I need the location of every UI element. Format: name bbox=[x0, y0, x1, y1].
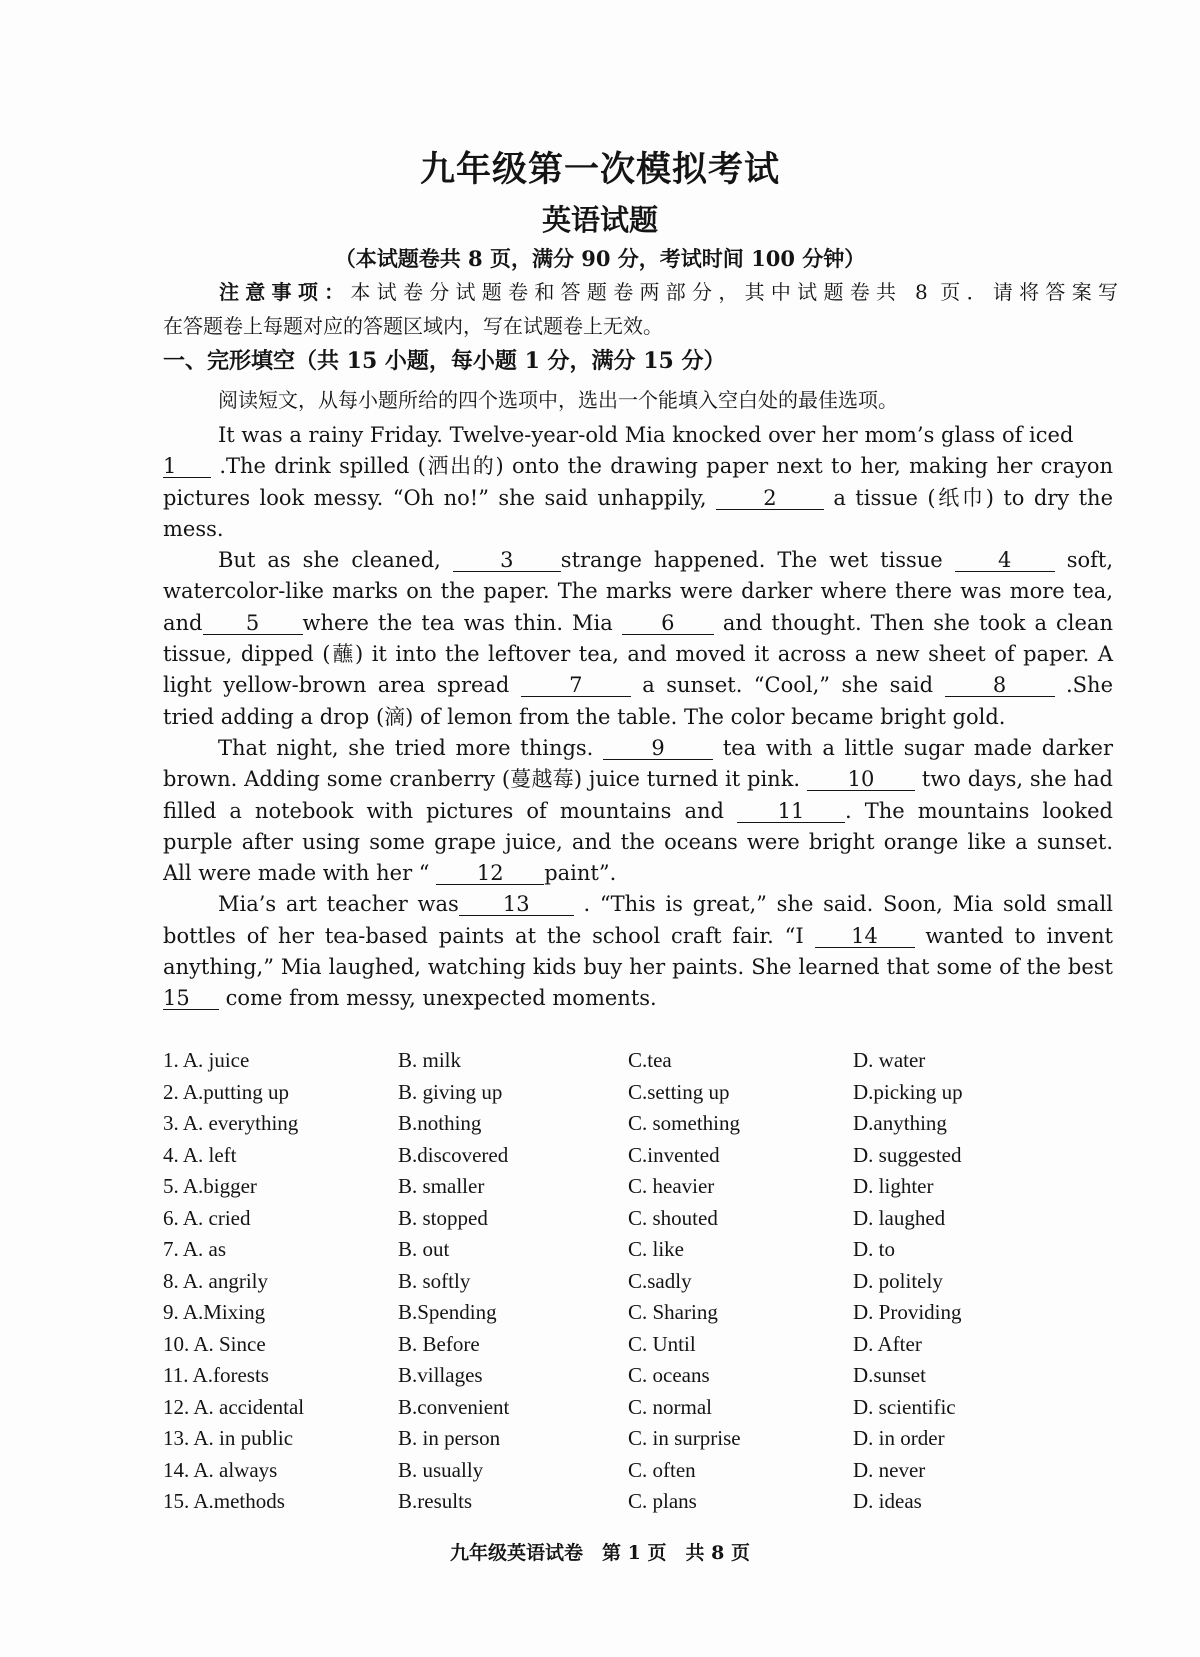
blank-15: 15 bbox=[163, 987, 219, 1010]
option-c: C. Sharing bbox=[628, 1300, 718, 1324]
option-b: B. stopped bbox=[398, 1205, 488, 1230]
option-a: 10. A. Since bbox=[163, 1331, 266, 1356]
blank-14: 14 bbox=[815, 925, 915, 948]
option-b: B. out bbox=[398, 1237, 450, 1261]
passage-text: paint”. bbox=[544, 861, 617, 886]
option-row bbox=[163, 1174, 1113, 1206]
section-instruction: 阅读短文，从每小题所给的四个选项中，选出一个能填入空白处的最佳选项。 bbox=[218, 388, 898, 412]
blank-11: 11 bbox=[737, 800, 845, 823]
option-a: 8. A. angrily bbox=[163, 1268, 268, 1293]
answer-options bbox=[163, 1048, 1113, 1521]
option-a: 13. A. in public bbox=[163, 1426, 294, 1450]
passage-text: and thought. Then she took a clean tissue, dipped (蘸) it into the leftover tea, and moved it across a new sheet of paper. A light yellow-brown area spread bbox=[163, 610, 1113, 698]
passage-text: tea with a little sugar made darker brown. Adding some cranberry (蔓越莓) juice turned it pink. bbox=[163, 735, 1113, 792]
page-subtitle: 英语试题 bbox=[541, 203, 658, 237]
option-b: B.results bbox=[398, 1489, 473, 1513]
blank-2: 2 bbox=[716, 487, 824, 510]
blank-12: 12 bbox=[436, 862, 544, 885]
option-c: C. oceans bbox=[628, 1363, 710, 1387]
passage-text: wanted to invent anything,” Mia laughed, watching kids buy her paints. She learned that some of the best bbox=[163, 923, 1113, 980]
option-d: D. never bbox=[853, 1457, 926, 1482]
option-c: C. shouted bbox=[628, 1205, 718, 1230]
section-heading: 一、完形填空（共 15 小题，每小题 1 分，满分 15 分） bbox=[163, 348, 726, 374]
option-a: 3. A. everything bbox=[163, 1111, 299, 1135]
option-d: D. lighter bbox=[853, 1174, 934, 1198]
page-title: 九年级第一次模拟考试 bbox=[419, 149, 780, 190]
option-row bbox=[163, 1489, 1113, 1521]
blank-6: 6 bbox=[622, 612, 714, 635]
notice-line-2: 在答题卷上每题对应的答题区域内，写在试题卷上无效。 bbox=[163, 314, 663, 338]
option-b: B.nothing bbox=[398, 1111, 482, 1135]
option-row bbox=[163, 1080, 1113, 1112]
notice-label: 注意事项： bbox=[219, 280, 351, 304]
blank-8: 8 bbox=[945, 674, 1055, 697]
option-b: B.convenient bbox=[398, 1394, 510, 1419]
option-c: C. like bbox=[628, 1237, 684, 1261]
passage-text: That night, she tried more things. bbox=[218, 735, 604, 760]
passage-paragraph-4 bbox=[163, 889, 1113, 1014]
option-a: 9. A.Mixing bbox=[163, 1300, 266, 1324]
option-d: D. water bbox=[853, 1048, 926, 1072]
option-row bbox=[163, 1426, 1113, 1458]
passage-text: a tissue (纸巾) to dry the mess. bbox=[163, 485, 1113, 541]
blank-3: 3 bbox=[453, 549, 561, 572]
option-d: D. in order bbox=[853, 1426, 945, 1450]
blank-13: 13 bbox=[459, 893, 574, 916]
option-d: D. ideas bbox=[853, 1489, 922, 1513]
option-c: C.setting up bbox=[628, 1079, 730, 1104]
notice-line-1 bbox=[163, 275, 1118, 309]
option-b: B. giving up bbox=[398, 1079, 503, 1104]
option-c: C.tea bbox=[628, 1048, 672, 1072]
option-b: B. milk bbox=[398, 1048, 462, 1072]
passage-paragraph-3 bbox=[163, 733, 1113, 889]
option-c: C. plans bbox=[628, 1489, 697, 1513]
option-c: C. often bbox=[628, 1457, 696, 1482]
passage-text: where the tea was thin. Mia bbox=[302, 610, 622, 635]
option-row bbox=[163, 1269, 1113, 1301]
option-b: B. in person bbox=[398, 1426, 501, 1450]
reading-passage bbox=[163, 420, 1113, 1015]
option-b: B.villages bbox=[398, 1363, 483, 1387]
option-c: C.sadly bbox=[628, 1268, 692, 1293]
option-row bbox=[163, 1048, 1113, 1080]
blank-10: 10 bbox=[807, 768, 915, 791]
option-a: 2. A.putting up bbox=[163, 1079, 290, 1104]
passage-text: soft, watercolor-like marks on the paper. The marks were darker where there was more tea, and bbox=[163, 548, 1113, 635]
option-d: D. politely bbox=[853, 1268, 943, 1293]
option-a: 5. A.bigger bbox=[163, 1174, 257, 1198]
option-c: C.invented bbox=[628, 1142, 720, 1167]
option-a: 1. A. juice bbox=[163, 1048, 250, 1072]
passage-text: It was a rainy Friday. Twelve-year-old Mia knocked over her mom’s glass of iced bbox=[218, 423, 1074, 447]
passage-text: strange happened. The wet tissue bbox=[560, 548, 955, 573]
notice-block bbox=[163, 275, 1118, 343]
option-b: B. Before bbox=[398, 1331, 480, 1356]
option-d: D. laughed bbox=[853, 1205, 946, 1230]
option-c: C. something bbox=[628, 1111, 741, 1135]
passage-text: . “This is great,” she said. Soon, Mia sold small bottles of her tea-based paints at the school craft fair. “I bbox=[163, 892, 1113, 948]
option-b: B.Spending bbox=[398, 1300, 497, 1324]
option-b: B. softly bbox=[398, 1268, 471, 1293]
page-footer: 九年级英语试卷 第 1 页 共 8 页 bbox=[450, 1542, 750, 1564]
option-b: B. usually bbox=[398, 1457, 484, 1482]
option-row bbox=[163, 1363, 1113, 1395]
option-a: 7. A. as bbox=[163, 1237, 226, 1261]
option-a: 6. A. cried bbox=[163, 1205, 251, 1230]
option-row bbox=[163, 1300, 1113, 1332]
option-c: C. normal bbox=[628, 1394, 712, 1419]
passage-paragraph-2 bbox=[163, 545, 1113, 733]
option-d: D. to bbox=[853, 1237, 895, 1261]
option-d: D.picking up bbox=[853, 1079, 963, 1104]
passage-paragraph-1 bbox=[163, 420, 1113, 545]
option-d: D. Providing bbox=[853, 1300, 962, 1324]
passage-text: a sunset. “Cool,” she said bbox=[630, 673, 945, 698]
option-a: 12. A. accidental bbox=[163, 1394, 305, 1419]
passage-text: .She tried adding a drop (滴) of lemon from the table. The color became bright gold. bbox=[163, 673, 1114, 729]
option-a: 15. A.methods bbox=[163, 1489, 285, 1513]
option-a: 11. A.forests bbox=[163, 1363, 269, 1387]
option-c: C. in surprise bbox=[628, 1426, 741, 1450]
passage-text: two days, she had filled a notebook with pictures of mountains and bbox=[163, 767, 1113, 823]
option-c: C. heavier bbox=[628, 1174, 715, 1198]
notice-text: 本试卷分试题卷和答题卷两部分，其中试题卷共 8 页．请将答案写 bbox=[350, 280, 1118, 304]
passage-text: Mia’s art teacher was bbox=[218, 892, 459, 917]
option-d: D. After bbox=[853, 1331, 922, 1356]
option-d: D. scientific bbox=[853, 1394, 956, 1419]
blank-5: 5 bbox=[203, 612, 303, 635]
option-b: B. smaller bbox=[398, 1174, 485, 1198]
passage-text: come from messy, unexpected moments. bbox=[219, 986, 657, 1011]
passage-text: . The mountains looked purple after using some grape juice, and the oceans were bright orange like a sunset. All were made with her “ bbox=[163, 798, 1113, 886]
option-d: D. suggested bbox=[853, 1142, 962, 1167]
option-b: B.discovered bbox=[398, 1142, 509, 1167]
passage-text: .The drink spilled (洒出的) onto the drawing paper next to her, making her crayon pictures look messy. “Oh no!” she said unhappily, bbox=[163, 454, 1113, 510]
option-row bbox=[163, 1206, 1113, 1238]
passage-text: But as she cleaned, bbox=[218, 548, 453, 573]
option-c: C. Until bbox=[628, 1331, 696, 1356]
option-row bbox=[163, 1458, 1113, 1490]
option-row bbox=[163, 1111, 1113, 1143]
option-row bbox=[163, 1143, 1113, 1175]
blank-1: 1 bbox=[163, 455, 211, 478]
blank-7: 7 bbox=[521, 674, 631, 697]
option-a: 14. A. always bbox=[163, 1457, 278, 1482]
option-a: 4. A. left bbox=[163, 1142, 237, 1167]
option-row bbox=[163, 1395, 1113, 1427]
exam-info: （本试题卷共 8 页，满分 90 分，考试时间 100 分钟） bbox=[334, 246, 866, 271]
option-d: D.anything bbox=[853, 1111, 947, 1135]
option-d: D.sunset bbox=[853, 1363, 926, 1387]
option-row bbox=[163, 1237, 1113, 1269]
blank-9: 9 bbox=[603, 737, 713, 760]
blank-4: 4 bbox=[955, 549, 1055, 572]
option-row bbox=[163, 1332, 1113, 1364]
